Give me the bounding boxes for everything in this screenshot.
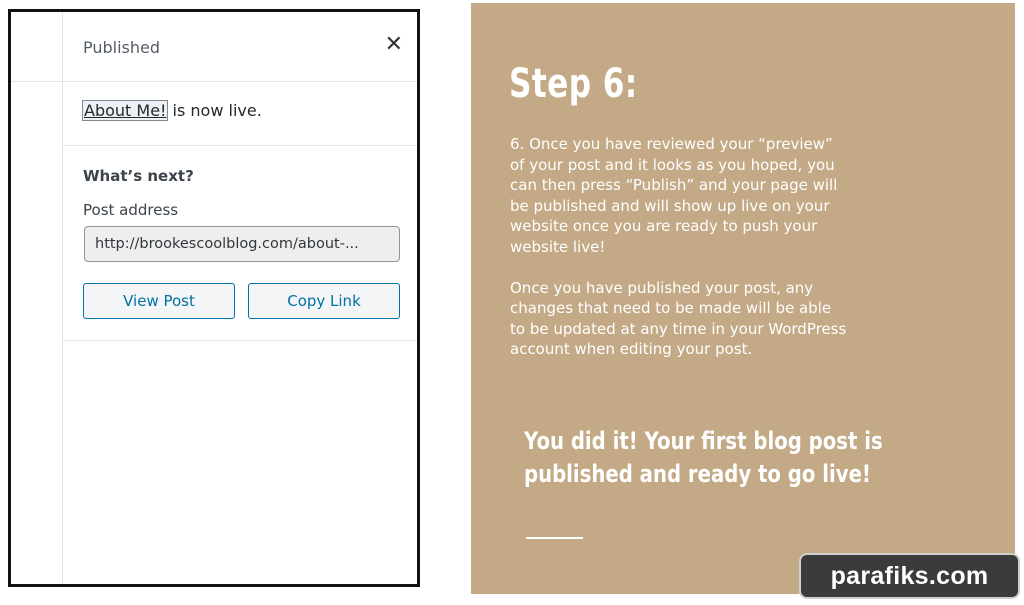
watermark-badge: parafiks.com — [799, 553, 1020, 599]
post-address-label: Post address — [83, 201, 179, 219]
panel-title: Published — [83, 38, 161, 57]
step-heading: Step 6: — [509, 61, 638, 107]
step-paragraph: Once you have published your post, any changes that need to be made will be able to be updated at any time in your WordPress account when editing your post. — [510, 278, 847, 359]
gutter-divider — [11, 81, 62, 82]
divider-rule — [526, 537, 583, 539]
closing-message: You did it! Your first blog post is published and ready to go live! — [524, 427, 883, 488]
instruction-card — [471, 3, 1015, 594]
copy-link-button[interactable]: Copy Link — [248, 283, 400, 319]
whats-next-heading: What’s next? — [83, 167, 194, 185]
close-icon[interactable]: ✕ — [384, 32, 403, 57]
post-address-field[interactable] — [84, 226, 400, 262]
view-post-button[interactable]: View Post — [83, 283, 235, 319]
editor-gutter — [11, 12, 63, 584]
step-paragraph: 6. Once you have reviewed your “preview” of your post and it looks as you hoped, you can then press “Publish” and your page will be published and will show up live on your website once you are ready to push your website live! — [510, 135, 838, 256]
live-status-text: is now live. — [167, 101, 262, 120]
publish-sidebar — [63, 12, 417, 584]
post-title-link[interactable]: About Me! — [84, 101, 167, 120]
publish-confirmation-panel — [8, 9, 420, 587]
panel-header — [63, 12, 417, 82]
whats-next-section — [63, 146, 417, 341]
live-status — [63, 82, 417, 146]
step-body — [510, 134, 850, 380]
